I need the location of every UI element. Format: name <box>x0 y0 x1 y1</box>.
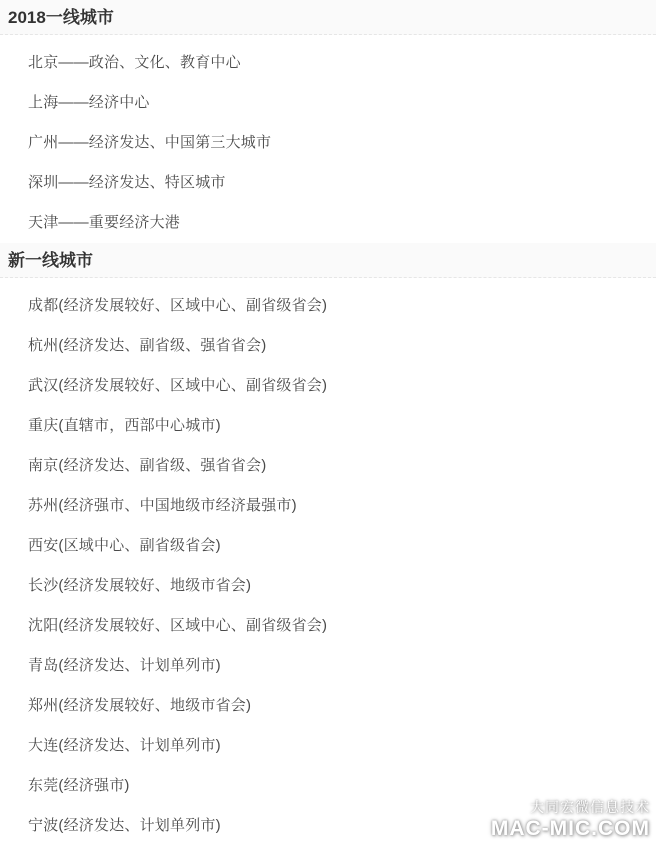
list-item: 南京(经济发达、副省级、强省省会) <box>28 457 267 474</box>
list-item: 广州——经济发达、中国第三大城市 <box>28 134 272 151</box>
list-item: 北京——政治、文化、教育中心 <box>28 54 241 71</box>
list-item: 青岛(经济发达、计划单列市) <box>28 657 221 674</box>
list-item: 长沙(经济发展较好、地级市省会) <box>28 577 252 594</box>
section-title-tier1: 2018一线城市 <box>0 0 656 35</box>
list-item: 深圳——经济发达、特区城市 <box>28 174 226 191</box>
list-item: 大连(经济发达、计划单列市) <box>28 737 221 754</box>
list-item: 重庆(直辖市，西部中心城市) <box>28 417 221 434</box>
list-item: 西安(区域中心、副省级省会) <box>28 537 221 554</box>
list-item: 苏州(经济强市、中国地级市经济最强市) <box>28 497 297 514</box>
list-item: 杭州(经济发达、副省级、强省省会) <box>28 337 267 354</box>
section-title-new-tier1: 新一线城市 <box>0 243 656 278</box>
list-item: 宁波(经济发达、计划单列市) <box>28 817 221 834</box>
list-item: 沈阳(经济发展较好、区域中心、副省级省会) <box>28 617 328 634</box>
section-tier1 <box>0 0 656 243</box>
list-item: 成都(经济发展较好、区域中心、副省级省会) <box>28 297 328 314</box>
watermark-domain: MAC-MIC.COM <box>490 817 650 840</box>
list-item: 郑州(经济发展较好、地级市省会) <box>28 697 252 714</box>
section-new-tier1 <box>0 243 656 846</box>
watermark-company-name: 大同宏微信息技术 <box>530 799 650 815</box>
city-list-new-tier1 <box>0 278 656 846</box>
list-item: 武汉(经济发展较好、区域中心、副省级省会) <box>28 377 328 394</box>
list-item: 上海——经济中心 <box>28 94 150 111</box>
city-list-tier1 <box>0 35 656 243</box>
list-item: 东莞(经济强市) <box>28 777 130 794</box>
list-item: 天津——重要经济大港 <box>28 214 181 231</box>
